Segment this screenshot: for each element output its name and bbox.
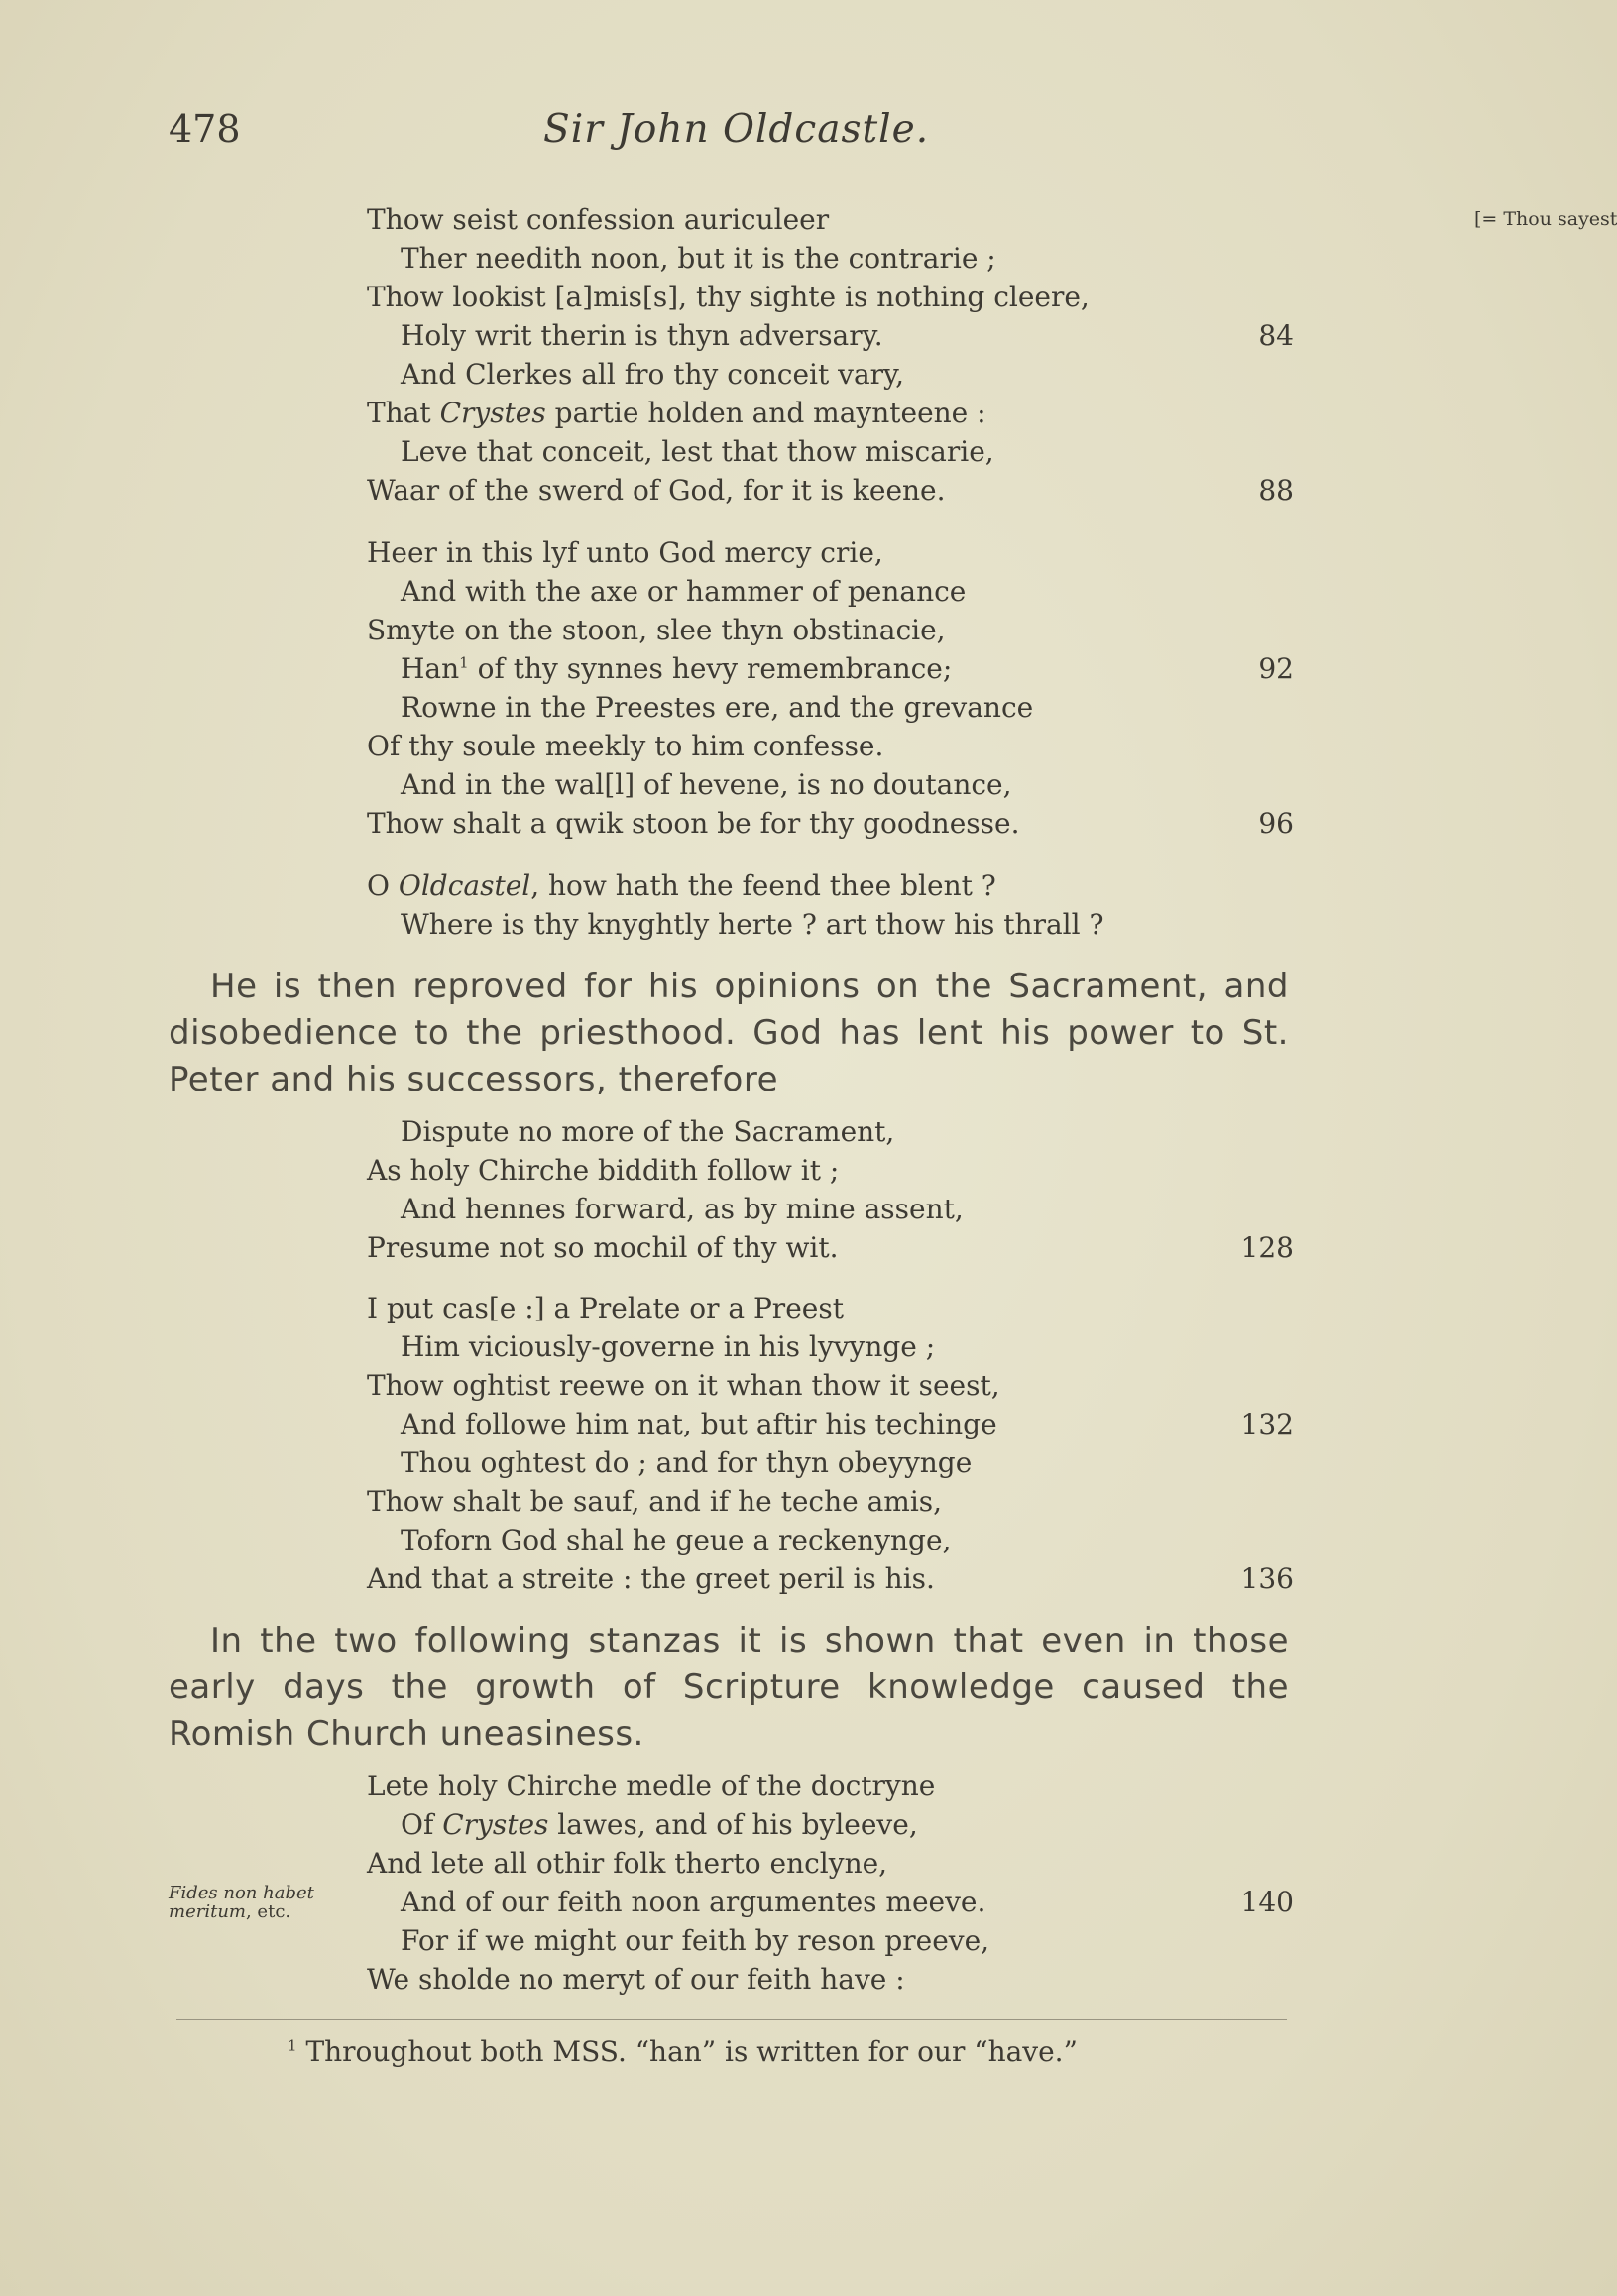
verse-line: And that a streite : the greet peril is his. 136 bbox=[367, 1559, 1294, 1598]
verse-line: Thow shalt be sauf, and if he teche amis, bbox=[367, 1485, 943, 1518]
stanza-3 bbox=[367, 866, 1294, 944]
stanza-1 bbox=[367, 200, 1617, 510]
verse-line: Him viciously-governe in his lyvynge ; bbox=[401, 1330, 936, 1363]
stanza-4 bbox=[367, 1112, 1294, 1267]
verse-line: Thou oghtest do ; and for thyn obeyynge bbox=[401, 1446, 973, 1479]
prose-paragraph-2: In the two following stanzas it is shown that even in those early days the growth of Scripture knowledge caused the Romish Church uneasiness. bbox=[169, 1621, 1289, 1754]
verse-line: Rowne in the Preestes ere, and the grevance bbox=[401, 691, 1034, 724]
line-number: 88 bbox=[1258, 474, 1294, 507]
verse-line: And of our feith noon argumentes meeve. 140 bbox=[367, 1883, 1294, 1921]
verse-line: Dispute no more of the Sacrament, bbox=[401, 1115, 895, 1148]
verse-line: Waar of the swerd of God, for it is keene. 88 bbox=[367, 471, 1294, 510]
stanza-6 bbox=[367, 1767, 1294, 1999]
footnote: $^1$ Throughout both MSS. “han” is written for our “have.” bbox=[288, 2035, 1078, 2068]
line-number: 136 bbox=[1240, 1562, 1294, 1595]
verse-line: Thow oghtist reewe on it whan thow it seest, bbox=[367, 1369, 1000, 1402]
verse-line: Thow seist confession auriculeer [= Thou sayest bbox=[367, 200, 1294, 239]
verse-line: I put cas[e :] a Prelate or a Preest bbox=[367, 1292, 844, 1324]
verse-line: Of thy soule meekly to him confesse. bbox=[367, 730, 884, 762]
verse-line: Toforn God shal he geue a reckenynge, bbox=[401, 1524, 952, 1556]
verse-line: And in the wal[l] of hevene, is no doutance, bbox=[401, 768, 1012, 801]
verse-line: And with the axe or hammer of penance bbox=[401, 575, 967, 608]
verse-line: Thow lookist [a]mis[s], thy sighte is nothing cleere, bbox=[367, 281, 1090, 313]
stanza-2 bbox=[367, 533, 1294, 843]
line-number: 96 bbox=[1258, 807, 1294, 840]
footnote-rule bbox=[176, 2019, 1287, 2020]
verse-line: Smyte on the stoon, slee thyn obstinacie, bbox=[367, 614, 946, 646]
line-number: 84 bbox=[1258, 319, 1294, 352]
verse-line: Han$^1$ of thy synnes hevy remembrance; 92 bbox=[367, 649, 1294, 688]
verse-line: And hennes forward, as by mine assent, bbox=[401, 1193, 964, 1225]
verse-line: Presume not so mochil of thy wit. 128 bbox=[367, 1228, 1294, 1267]
verse-line: Heer in this lyf unto God mercy crie, bbox=[367, 536, 883, 569]
line-number: 128 bbox=[1240, 1231, 1294, 1264]
verse-line: Holy writ therin is thyn adversary. 84 bbox=[367, 316, 1294, 355]
verse-line: Ther needith noon, but it is the contrarie ; bbox=[401, 242, 996, 275]
line-number: 92 bbox=[1258, 652, 1294, 685]
stanza-5 bbox=[367, 1289, 1294, 1598]
verse-line: Leve that conceit, lest that thow miscarie, bbox=[401, 435, 994, 468]
running-title: Sir John Oldcastle. bbox=[543, 107, 930, 152]
footnote-marker: 1 bbox=[288, 2036, 297, 2055]
verse-line: We sholde no meryt of our feith have : bbox=[367, 1963, 905, 1996]
prose-paragraph-1: He is then reproved for his opinions on the Sacrament, and disobedience to the priesthood. God has lent his power to St. Peter and his successors, therefore bbox=[169, 967, 1289, 1099]
verse-line: Thow shalt a qwik stoon be for thy goodnesse. 96 bbox=[367, 804, 1294, 843]
verse-line: Of Crystes lawes, and of his byleeve, bbox=[401, 1808, 918, 1841]
verse-line: Lete holy Chirche medle of the doctryne bbox=[367, 1770, 936, 1802]
verse-line: As holy Chirche biddith follow it ; bbox=[367, 1154, 840, 1187]
verse-line: And followe him nat, but aftir his techinge 132 bbox=[367, 1405, 1294, 1443]
line-number: 132 bbox=[1240, 1408, 1294, 1440]
verse-line: And Clerkes all fro thy conceit vary, bbox=[401, 358, 905, 391]
marginal-gloss: [= Thou sayest bbox=[1474, 208, 1617, 230]
verse-line: Where is thy knyghtly herte ? art thow his thrall ? bbox=[401, 908, 1104, 941]
page-number: 478 bbox=[169, 107, 241, 151]
verse-line: O Oldcastel, how hath the feend thee blent ? bbox=[367, 869, 996, 902]
footnote-marker: 1 bbox=[459, 653, 469, 672]
verse-line: That Crystes partie holden and maynteene : bbox=[367, 397, 986, 429]
side-note: Fides non habet meritum, etc. bbox=[169, 1883, 314, 1922]
verse-line: And lete all othir folk therto enclyne, bbox=[367, 1847, 888, 1880]
verse-line: For if we might our feith by reson preeve, bbox=[401, 1924, 990, 1957]
line-number: 140 bbox=[1240, 1886, 1294, 1918]
